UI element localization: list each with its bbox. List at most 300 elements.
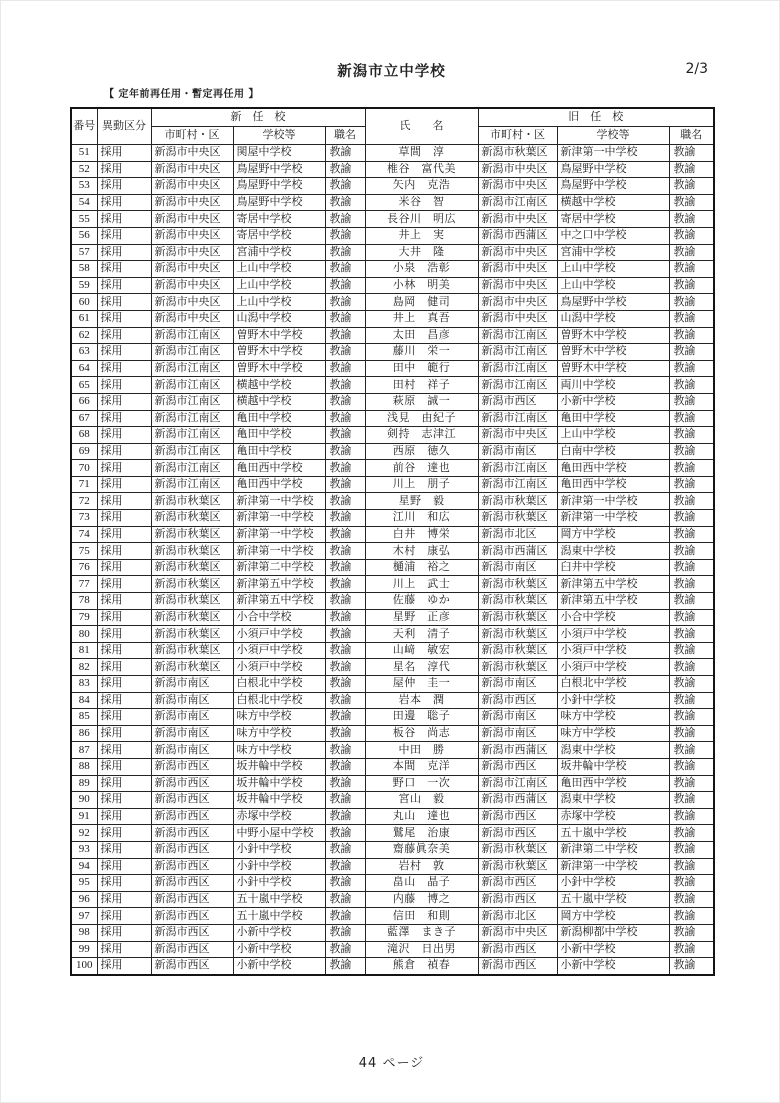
row-number: 64	[71, 360, 97, 377]
new-school: 新津第一中学校	[233, 526, 325, 543]
row-number: 93	[71, 841, 97, 858]
header-old-school: 学校等	[557, 127, 669, 145]
old-municipality: 新潟市西区	[478, 825, 557, 842]
new-municipality: 新潟市中央区	[151, 145, 233, 162]
table-row	[71, 510, 714, 527]
old-position: 教諭	[669, 194, 714, 211]
old-school: 潟東中学校	[557, 792, 669, 809]
transfer-category: 採用	[97, 742, 151, 759]
transfer-category: 採用	[97, 327, 151, 344]
table-row	[71, 593, 714, 610]
old-position: 教諭	[669, 576, 714, 593]
transfer-category: 採用	[97, 360, 151, 377]
new-school: 五十嵐中学校	[233, 891, 325, 908]
old-municipality: 新潟市西区	[478, 875, 557, 892]
transfer-category: 採用	[97, 875, 151, 892]
transfer-category: 採用	[97, 310, 151, 327]
row-number: 59	[71, 277, 97, 294]
new-school: 坂井輪中学校	[233, 792, 325, 809]
new-municipality: 新潟市西区	[151, 875, 233, 892]
old-position: 教諭	[669, 161, 714, 178]
old-school: 横越中学校	[557, 194, 669, 211]
new-school: 味方中学校	[233, 725, 325, 742]
new-municipality: 新潟市中央区	[151, 227, 233, 244]
old-school: 小須戸中学校	[557, 626, 669, 643]
new-position: 教諭	[325, 659, 365, 676]
table-row	[71, 327, 714, 344]
table-row	[71, 875, 714, 892]
new-municipality: 新潟市中央区	[151, 294, 233, 311]
old-municipality: 新潟市南区	[478, 559, 557, 576]
table-row	[71, 410, 714, 427]
transfer-category: 採用	[97, 642, 151, 659]
new-municipality: 新潟市中央区	[151, 178, 233, 195]
old-school: 岡方中学校	[557, 908, 669, 925]
table-row	[71, 709, 714, 726]
old-municipality: 新潟市秋葉区	[478, 510, 557, 527]
new-position: 教諭	[325, 427, 365, 444]
old-school: 潟東中学校	[557, 742, 669, 759]
old-school: 鳥屋野中学校	[557, 294, 669, 311]
old-municipality: 新潟市江南区	[478, 344, 557, 361]
new-municipality: 新潟市秋葉区	[151, 593, 233, 610]
teacher-name: 野口 一次	[365, 775, 478, 792]
teacher-name: 井上 真吾	[365, 310, 478, 327]
new-municipality: 新潟市西区	[151, 792, 233, 809]
old-municipality: 新潟市西蒲区	[478, 742, 557, 759]
old-position: 教諭	[669, 709, 714, 726]
row-number: 100	[71, 958, 97, 975]
new-position: 教諭	[325, 261, 365, 278]
row-number: 81	[71, 642, 97, 659]
teacher-name: 前谷 達也	[365, 460, 478, 477]
new-position: 教諭	[325, 676, 365, 693]
table-row	[71, 294, 714, 311]
transfer-category: 採用	[97, 593, 151, 610]
new-position: 教諭	[325, 360, 365, 377]
table-row	[71, 244, 714, 261]
transfer-category: 採用	[97, 277, 151, 294]
new-school: 味方中学校	[233, 709, 325, 726]
old-school: 新潟柳都中学校	[557, 924, 669, 941]
transfer-category: 採用	[97, 659, 151, 676]
teacher-name: 矢内 克浩	[365, 178, 478, 195]
old-school: 曽野木中学校	[557, 344, 669, 361]
row-number: 89	[71, 775, 97, 792]
teacher-name: 江川 和広	[365, 510, 478, 527]
old-school: 小新中学校	[557, 941, 669, 958]
new-municipality: 新潟市江南区	[151, 476, 233, 493]
old-school: 味方中学校	[557, 725, 669, 742]
header-old-municipality: 市町村・区	[478, 127, 557, 145]
old-school: 岡方中学校	[557, 526, 669, 543]
new-municipality: 新潟市秋葉区	[151, 576, 233, 593]
table-row	[71, 344, 714, 361]
table-row	[71, 377, 714, 394]
transfer-category: 採用	[97, 841, 151, 858]
new-school: 小針中学校	[233, 841, 325, 858]
new-position: 教諭	[325, 194, 365, 211]
old-municipality: 新潟市南区	[478, 443, 557, 460]
old-municipality: 新潟市江南区	[478, 410, 557, 427]
table-row	[71, 758, 714, 775]
old-municipality: 新潟市江南区	[478, 460, 557, 477]
transfer-category: 採用	[97, 758, 151, 775]
old-position: 教諭	[669, 825, 714, 842]
transfer-category: 採用	[97, 725, 151, 742]
table-row	[71, 443, 714, 460]
table-row	[71, 808, 714, 825]
transfer-table	[70, 107, 715, 976]
row-number: 87	[71, 742, 97, 759]
table-row	[71, 543, 714, 560]
new-municipality: 新潟市秋葉区	[151, 659, 233, 676]
old-municipality: 新潟市西区	[478, 692, 557, 709]
row-number: 80	[71, 626, 97, 643]
new-school: 上山中学校	[233, 294, 325, 311]
teacher-name: 川上 武士	[365, 576, 478, 593]
transfer-category: 採用	[97, 924, 151, 941]
teacher-name: 畠山 晶子	[365, 875, 478, 892]
old-position: 教諭	[669, 891, 714, 908]
new-municipality: 新潟市江南区	[151, 344, 233, 361]
new-school: 鳥屋野中学校	[233, 178, 325, 195]
header-name: 氏 名	[365, 108, 478, 145]
new-school: 横越中学校	[233, 377, 325, 394]
new-school: 山潟中学校	[233, 310, 325, 327]
old-school: 亀田西中学校	[557, 775, 669, 792]
new-municipality: 新潟市西区	[151, 808, 233, 825]
new-position: 教諭	[325, 244, 365, 261]
teacher-name: 草間 淳	[365, 145, 478, 162]
old-municipality: 新潟市西蒲区	[478, 227, 557, 244]
new-municipality: 新潟市秋葉区	[151, 526, 233, 543]
transfer-category: 採用	[97, 161, 151, 178]
new-school: 新津第一中学校	[233, 510, 325, 527]
table-row	[71, 393, 714, 410]
old-municipality: 新潟市西蒲区	[478, 792, 557, 809]
new-school: 白根北中学校	[233, 692, 325, 709]
new-municipality: 新潟市秋葉区	[151, 642, 233, 659]
old-school: 坂井輪中学校	[557, 758, 669, 775]
old-school: 白南中学校	[557, 443, 669, 460]
old-school: 味方中学校	[557, 709, 669, 726]
transfer-category: 採用	[97, 460, 151, 477]
old-municipality: 新潟市秋葉区	[478, 609, 557, 626]
old-school: 新津第一中学校	[557, 858, 669, 875]
teacher-name: 星野 正彦	[365, 609, 478, 626]
teacher-name: 齋藤眞奈美	[365, 841, 478, 858]
new-municipality: 新潟市秋葉区	[151, 510, 233, 527]
old-school: 両川中学校	[557, 377, 669, 394]
teacher-name: 佐藤 ゆか	[365, 593, 478, 610]
new-school: 小針中学校	[233, 875, 325, 892]
teacher-name: 田邊 聡子	[365, 709, 478, 726]
new-municipality: 新潟市江南区	[151, 360, 233, 377]
old-school: 上山中学校	[557, 277, 669, 294]
teacher-name: 田中 範行	[365, 360, 478, 377]
transfer-category: 採用	[97, 344, 151, 361]
old-position: 教諭	[669, 393, 714, 410]
new-position: 教諭	[325, 443, 365, 460]
old-position: 教諭	[669, 310, 714, 327]
new-municipality: 新潟市西区	[151, 841, 233, 858]
new-municipality: 新潟市西区	[151, 891, 233, 908]
new-school: 新津第二中学校	[233, 559, 325, 576]
old-position: 教諭	[669, 725, 714, 742]
teacher-name: 田村 祥子	[365, 377, 478, 394]
new-school: 味方中学校	[233, 742, 325, 759]
new-school: 新津第一中学校	[233, 493, 325, 510]
old-municipality: 新潟市江南区	[478, 377, 557, 394]
old-municipality: 新潟市秋葉区	[478, 841, 557, 858]
new-position: 教諭	[325, 775, 365, 792]
old-municipality: 新潟市中央区	[478, 294, 557, 311]
new-school: 亀田西中学校	[233, 460, 325, 477]
page-footer: 44 ページ	[358, 1056, 425, 1071]
new-position: 教諭	[325, 476, 365, 493]
header-new-school: 学校等	[233, 127, 325, 145]
new-school: 新津第五中学校	[233, 576, 325, 593]
old-municipality: 新潟市北区	[478, 526, 557, 543]
old-position: 教諭	[669, 360, 714, 377]
new-school: 関屋中学校	[233, 145, 325, 162]
teacher-name: 剣持 志津江	[365, 427, 478, 444]
old-school: 曽野木中学校	[557, 360, 669, 377]
transfer-category: 採用	[97, 377, 151, 394]
old-position: 教諭	[669, 858, 714, 875]
transfer-category: 採用	[97, 858, 151, 875]
old-municipality: 新潟市中央区	[478, 244, 557, 261]
table-row	[71, 526, 714, 543]
table-row	[71, 493, 714, 510]
row-number: 72	[71, 493, 97, 510]
teacher-name: 浅見 由紀子	[365, 410, 478, 427]
new-school: 小須戸中学校	[233, 642, 325, 659]
teacher-name: 星名 淳代	[365, 659, 478, 676]
old-municipality: 新潟市秋葉区	[478, 642, 557, 659]
old-municipality: 新潟市南区	[478, 709, 557, 726]
old-position: 教諭	[669, 875, 714, 892]
teacher-name: 岩村 敦	[365, 858, 478, 875]
old-municipality: 新潟市中央区	[478, 161, 557, 178]
old-position: 教諭	[669, 626, 714, 643]
new-position: 教諭	[325, 526, 365, 543]
old-school: 亀田西中学校	[557, 476, 669, 493]
old-school: 新津第五中学校	[557, 593, 669, 610]
new-school: 横越中学校	[233, 393, 325, 410]
page-title: 新潟市立中学校	[337, 64, 446, 80]
old-position: 教諭	[669, 211, 714, 228]
old-municipality: 新潟市秋葉区	[478, 659, 557, 676]
row-number: 67	[71, 410, 97, 427]
row-number: 99	[71, 941, 97, 958]
new-position: 教諭	[325, 178, 365, 195]
transfer-category: 採用	[97, 626, 151, 643]
old-municipality: 新潟市中央区	[478, 211, 557, 228]
table-row	[71, 725, 714, 742]
header-new-municipality: 市町村・区	[151, 127, 233, 145]
table-row	[71, 360, 714, 377]
header-new-school-group: 新 任 校	[151, 108, 365, 127]
transfer-category: 採用	[97, 194, 151, 211]
old-municipality: 新潟市中央区	[478, 178, 557, 195]
old-school: 新津第二中学校	[557, 841, 669, 858]
row-number: 66	[71, 393, 97, 410]
new-school: 新津第五中学校	[233, 593, 325, 610]
old-municipality: 新潟市江南区	[478, 194, 557, 211]
new-school: 小須戸中学校	[233, 626, 325, 643]
new-position: 教諭	[325, 858, 365, 875]
header-category: 異動区分	[97, 108, 151, 145]
teacher-name: 鷲尾 治康	[365, 825, 478, 842]
old-municipality: 新潟市中央区	[478, 310, 557, 327]
table-row	[71, 261, 714, 278]
transfer-category: 採用	[97, 941, 151, 958]
table-row	[71, 659, 714, 676]
new-school: 小針中学校	[233, 858, 325, 875]
row-number: 74	[71, 526, 97, 543]
row-number: 92	[71, 825, 97, 842]
old-position: 教諭	[669, 344, 714, 361]
new-school: 曽野木中学校	[233, 360, 325, 377]
new-municipality: 新潟市南区	[151, 725, 233, 742]
new-position: 教諭	[325, 958, 365, 975]
new-position: 教諭	[325, 642, 365, 659]
old-school: 小須戸中学校	[557, 642, 669, 659]
row-number: 69	[71, 443, 97, 460]
old-school: 上山中学校	[557, 427, 669, 444]
new-municipality: 新潟市江南区	[151, 377, 233, 394]
old-school: 上山中学校	[557, 261, 669, 278]
teacher-name: 山﨑 敏宏	[365, 642, 478, 659]
teacher-name: 萩原 誠一	[365, 393, 478, 410]
old-position: 教諭	[669, 261, 714, 278]
teacher-name: 白井 博栄	[365, 526, 478, 543]
old-municipality: 新潟市江南区	[478, 327, 557, 344]
teacher-name: 内藤 博之	[365, 891, 478, 908]
row-number: 53	[71, 178, 97, 195]
transfer-category: 採用	[97, 294, 151, 311]
teacher-name: 丸山 達也	[365, 808, 478, 825]
teacher-name: 井上 実	[365, 227, 478, 244]
new-school: 小合中学校	[233, 609, 325, 626]
new-municipality: 新潟市中央区	[151, 261, 233, 278]
old-school: 新津第一中学校	[557, 145, 669, 162]
new-school: 亀田中学校	[233, 410, 325, 427]
new-position: 教諭	[325, 593, 365, 610]
transfer-category: 採用	[97, 227, 151, 244]
table-row	[71, 825, 714, 842]
new-municipality: 新潟市中央区	[151, 277, 233, 294]
new-school: 上山中学校	[233, 261, 325, 278]
old-position: 教諭	[669, 244, 714, 261]
old-school: 小新中学校	[557, 393, 669, 410]
row-number: 65	[71, 377, 97, 394]
table-row	[71, 277, 714, 294]
table-row	[71, 941, 714, 958]
old-position: 教諭	[669, 792, 714, 809]
old-school: 亀田西中学校	[557, 460, 669, 477]
old-position: 教諭	[669, 227, 714, 244]
old-municipality: 新潟市秋葉区	[478, 145, 557, 162]
row-number: 60	[71, 294, 97, 311]
row-number: 95	[71, 875, 97, 892]
transfer-category: 採用	[97, 808, 151, 825]
old-municipality: 新潟市北区	[478, 908, 557, 925]
old-school: 中之口中学校	[557, 227, 669, 244]
transfer-category: 採用	[97, 244, 151, 261]
table-row	[71, 676, 714, 693]
new-position: 教諭	[325, 294, 365, 311]
transfer-category: 採用	[97, 792, 151, 809]
row-number: 91	[71, 808, 97, 825]
new-municipality: 新潟市江南区	[151, 443, 233, 460]
old-school: 白根北中学校	[557, 676, 669, 693]
new-municipality: 新潟市南区	[151, 676, 233, 693]
old-school: 新津第一中学校	[557, 510, 669, 527]
new-municipality: 新潟市江南区	[151, 460, 233, 477]
new-position: 教諭	[325, 460, 365, 477]
old-position: 教諭	[669, 277, 714, 294]
row-number: 98	[71, 924, 97, 941]
table-row	[71, 908, 714, 925]
row-number: 75	[71, 543, 97, 560]
new-school: 鳥屋野中学校	[233, 161, 325, 178]
new-municipality: 新潟市西区	[151, 908, 233, 925]
new-school: 寄居中学校	[233, 227, 325, 244]
new-municipality: 新潟市秋葉区	[151, 626, 233, 643]
transfer-category: 採用	[97, 543, 151, 560]
old-school: 小新中学校	[557, 958, 669, 975]
old-municipality: 新潟市江南区	[478, 360, 557, 377]
transfer-category: 採用	[97, 443, 151, 460]
teacher-name: 椎谷 富代美	[365, 161, 478, 178]
old-school: 寄居中学校	[557, 211, 669, 228]
old-school: 新津第五中学校	[557, 576, 669, 593]
new-municipality: 新潟市中央区	[151, 244, 233, 261]
new-municipality: 新潟市中央区	[151, 161, 233, 178]
table-row	[71, 626, 714, 643]
transfer-category: 採用	[97, 692, 151, 709]
new-school: 中野小屋中学校	[233, 825, 325, 842]
table-row	[71, 145, 714, 162]
old-municipality: 新潟市中央区	[478, 261, 557, 278]
row-number: 94	[71, 858, 97, 875]
transfer-category: 採用	[97, 609, 151, 626]
old-municipality: 新潟市江南区	[478, 775, 557, 792]
new-school: 坂井輪中学校	[233, 758, 325, 775]
new-municipality: 新潟市西区	[151, 924, 233, 941]
table-row	[71, 642, 714, 659]
new-position: 教諭	[325, 742, 365, 759]
new-school: 小新中学校	[233, 924, 325, 941]
table-row	[71, 609, 714, 626]
new-school: 亀田西中学校	[233, 476, 325, 493]
row-number: 88	[71, 758, 97, 775]
row-number: 68	[71, 427, 97, 444]
old-position: 教諭	[669, 742, 714, 759]
new-position: 教諭	[325, 626, 365, 643]
header-old-school-group: 旧 任 校	[478, 108, 714, 127]
old-municipality: 新潟市江南区	[478, 476, 557, 493]
old-school: 小須戸中学校	[557, 659, 669, 676]
new-position: 教諭	[325, 908, 365, 925]
transfer-category: 採用	[97, 526, 151, 543]
row-number: 61	[71, 310, 97, 327]
old-position: 教諭	[669, 178, 714, 195]
new-position: 教諭	[325, 692, 365, 709]
